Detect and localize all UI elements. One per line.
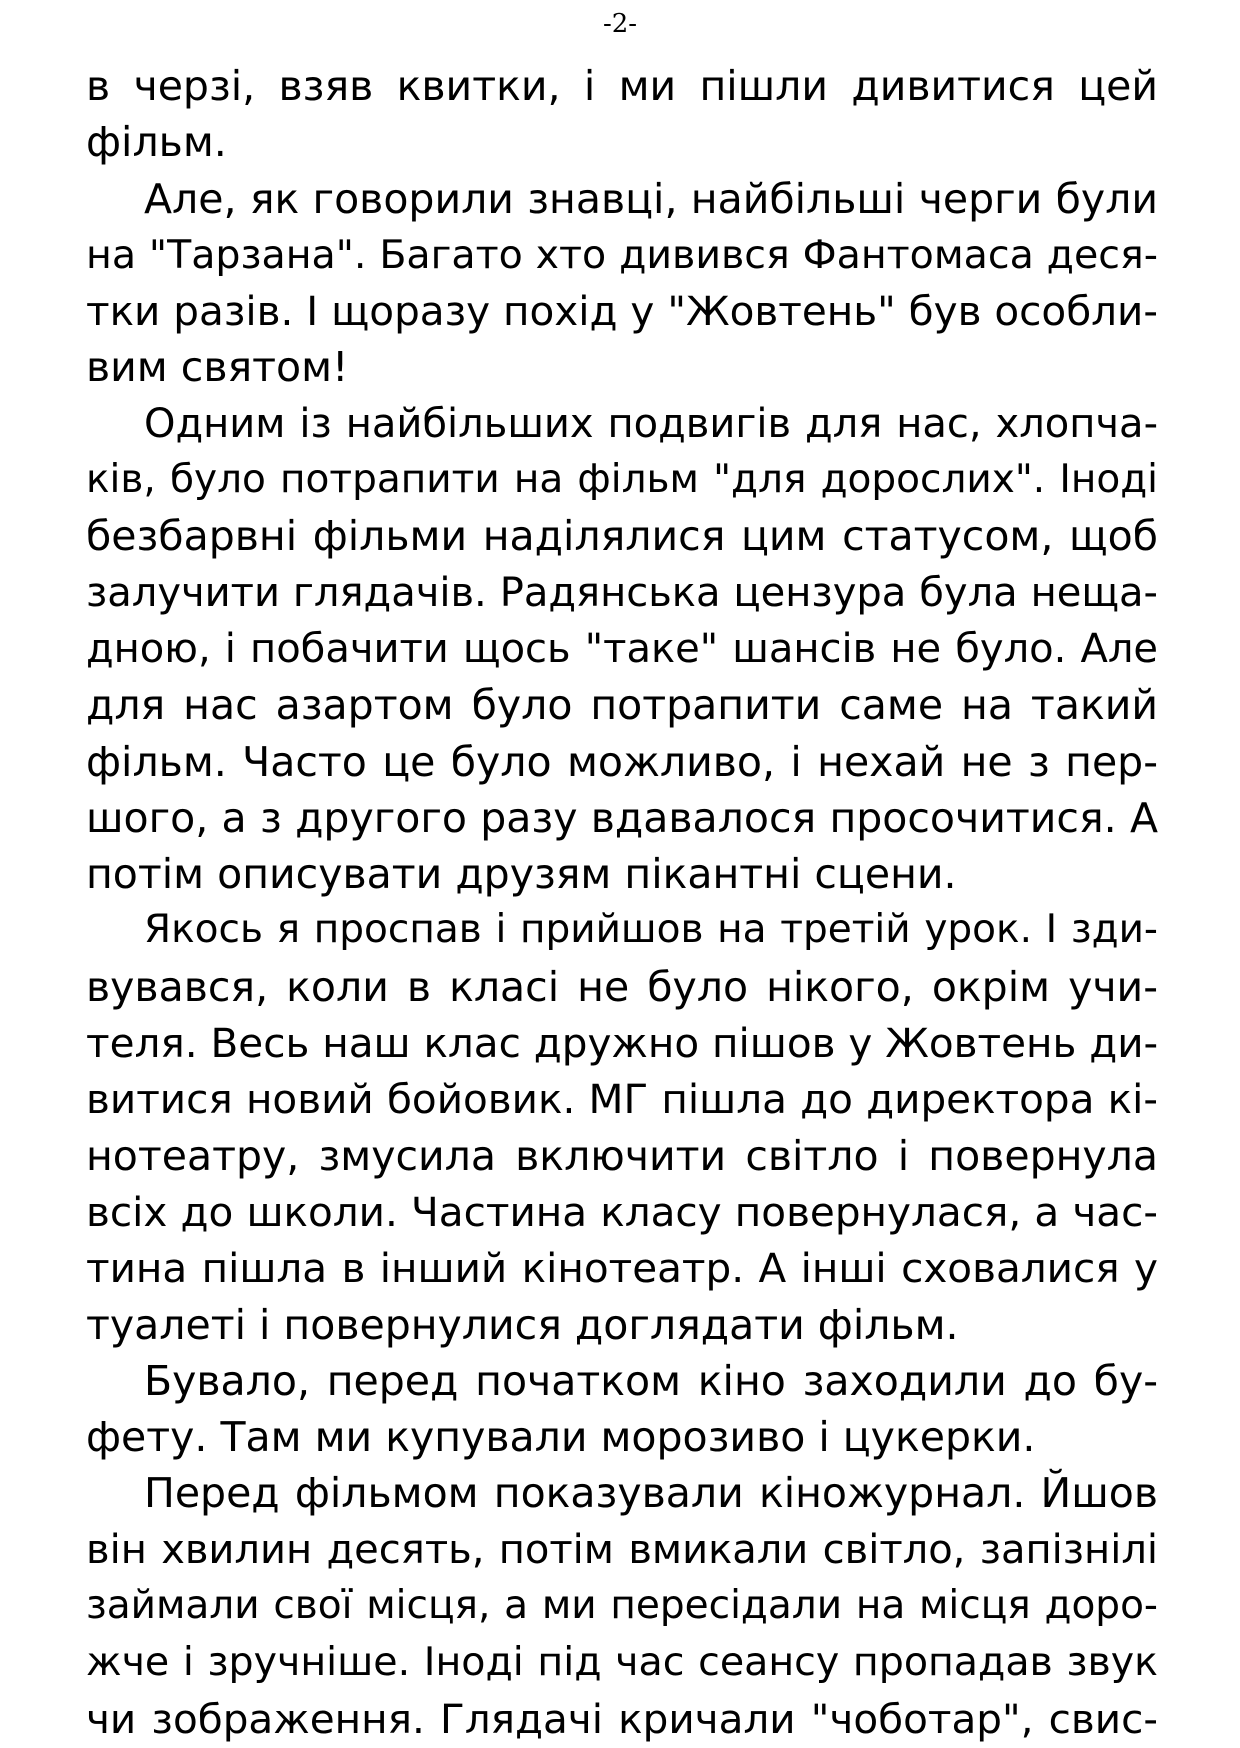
text-line: витися новий бойовик. МГ пішла до директора кі- bbox=[86, 1075, 1158, 1124]
text-line: Бувало, перед початком кіно заходили до бу- bbox=[144, 1356, 1158, 1405]
text-line: Але, як говорили знавці, найбільші черги були bbox=[144, 174, 1158, 223]
text-line: тина пішла в інший кінотеатр. А інші сховалися у bbox=[86, 1244, 1158, 1293]
text-line: в черзі, взяв квитки, і ми пішли дивитися цей bbox=[86, 62, 1158, 110]
text-line: нотеатру, змусила включити світло і повернула bbox=[86, 1131, 1158, 1180]
text-line: Одним із найбільших подвигів для нас, хлопча- bbox=[144, 400, 1158, 447]
text-line: шого, а з другого разу вдавалося просочитися. А bbox=[86, 793, 1158, 842]
text-line: ків, було потрапити на фільм "для дорослих". Іноді bbox=[86, 457, 1158, 503]
body-text bbox=[86, 58, 1158, 1747]
text-line: займали свої місця, а ми пересідали на місця доро- bbox=[86, 1583, 1158, 1629]
page-number: -2- bbox=[602, 9, 638, 39]
text-line: Якось я проспав і прийшов на третій урок. І зди- bbox=[144, 907, 1158, 953]
text-line: фільм. Часто це було можливо, і нехай не з пер- bbox=[86, 737, 1158, 786]
text-line: залучити глядачів. Радянська цензура була неща- bbox=[86, 569, 1158, 616]
text-line: чи зображення. Глядачі кричали "чоботар", свис- bbox=[86, 1694, 1158, 1743]
text-line: на "Тарзана". Багато хто дивився Фантомаса деся- bbox=[86, 231, 1158, 278]
text-line: Перед фільмом показували кіножурнал. Йшов bbox=[144, 1469, 1158, 1518]
text-line: теля. Весь наш клас дружно пішов у Жовтень ди- bbox=[86, 1019, 1159, 1068]
text-line: вим святом! bbox=[86, 343, 349, 392]
text-line: потім описувати друзям пікантні сцени. bbox=[86, 850, 957, 899]
text-line: для нас азартом було потрапити саме на такий bbox=[86, 681, 1158, 730]
text-line: фету. Там ми купували морозиво і цукерки. bbox=[86, 1413, 1036, 1462]
text-line: вувався, коли в класі не було нікого, окрім учи- bbox=[86, 962, 1158, 1011]
text-line: фільм. bbox=[86, 118, 227, 167]
text-line: туалеті і повернулися доглядати фільм. bbox=[86, 1300, 959, 1349]
text-line: тки разів. І щоразу похід у "Жовтень" був особли- bbox=[86, 287, 1158, 336]
text-line: безбарвні фільми наділялися цим статусом, щоб bbox=[86, 512, 1158, 561]
text-line: дною, і побачити щось "таке" шансів не було. Але bbox=[86, 625, 1158, 672]
text-line: всіх до школи. Частина класу повернулася, а час- bbox=[86, 1187, 1158, 1236]
text-line: він хвилин десять, потім вмикали світло, запізнілі bbox=[86, 1526, 1158, 1573]
text-line: жче і зручніше. Іноді під час сеансу пропадав звук bbox=[86, 1639, 1158, 1686]
